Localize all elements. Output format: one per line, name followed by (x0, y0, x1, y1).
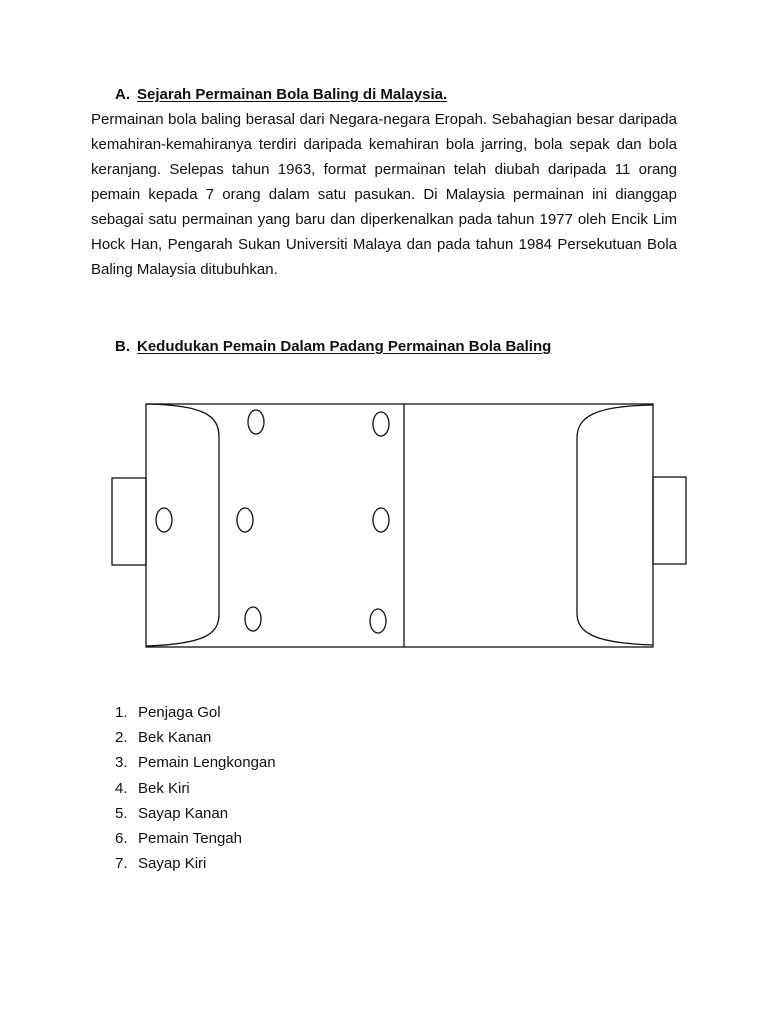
player-marker-top-left (248, 410, 264, 434)
section-a-heading (115, 86, 447, 104)
section-a-title: Sejarah Permainan Bola Baling di Malaysia. (137, 86, 448, 103)
list-item: 5. Sayap Kanan (115, 804, 229, 822)
player-marker-bottom-right (370, 609, 386, 633)
court-boundary (146, 404, 653, 647)
list-item: 6. Pemain Tengah (115, 830, 242, 848)
player-marker-middle-right (373, 508, 389, 532)
player-marker-middle-left (237, 508, 253, 532)
section-a-marker: A. (115, 86, 130, 103)
section-b-title: Kedudukan Pemain Dalam Padang Permainan Bola Baling (137, 338, 552, 355)
right-goal (653, 477, 686, 564)
history-paragraph: Permainan bola baling berasal dari Negara-negara Eropah. Sebahagian besar daripada kemahiran-kemahiranya terdiri daripada kemahiran bola jarring, bola sepak dan bola keranjang. Selepas tahun 1963, format permainan telah diubah daripada 11 orang pemain kepada 7 orang dalam satu pasukan. Di Malaysia permainan ini dianggap sebagai satu permainan yang baru dan diperkenalkan pada tahun 1977 oleh Encik Lim Hock Han, Pengarah Sukan Universiti Malaya dan pada tahun 1984 Persekutuan Bola Baling Malaysia ditubuhkan. (91, 111, 677, 278)
list-item: 4. Bek Kiri (115, 779, 190, 797)
left-goal-area-arc (146, 404, 219, 646)
player-marker-top-right (373, 412, 389, 436)
list-item: 3. Pemain Lengkongan (115, 754, 276, 772)
player-marker-bottom-left (245, 607, 261, 631)
player-marker-goalkeeper (156, 508, 172, 532)
section-b-marker: B. (115, 338, 130, 355)
left-goal (112, 478, 146, 565)
list-item: 1. Penjaga Gol (115, 704, 221, 721)
right-goal-area-arc (577, 405, 653, 645)
list-item: 2. Bek Kanan (115, 729, 212, 747)
section-b-heading (115, 338, 551, 356)
list-item: 7. Sayap Kiri (115, 855, 207, 873)
player-positions-list (115, 700, 276, 876)
